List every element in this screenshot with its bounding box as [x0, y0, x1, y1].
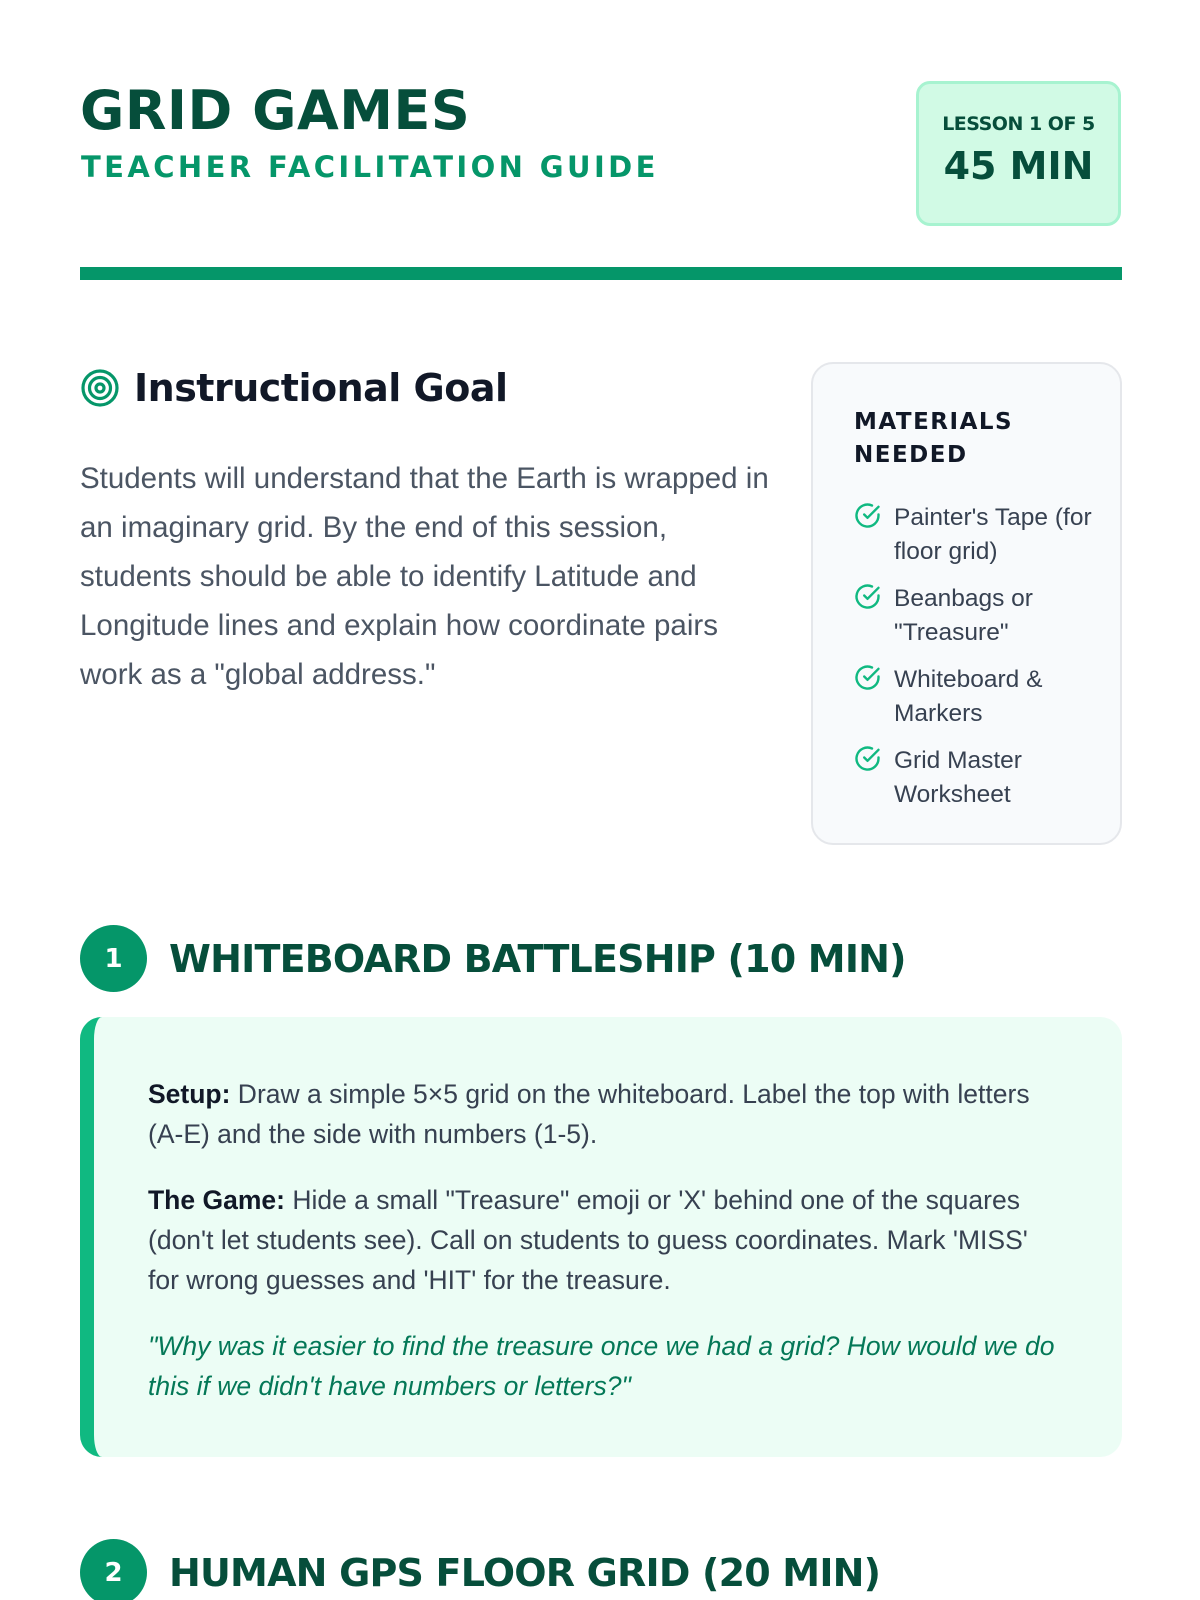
discussion-prompt: "Why was it easier to find the treasure once we had a grid? How would we do this if we didn't have numbers or letters?" — [148, 1331, 1055, 1401]
setup-label: Setup: — [148, 1079, 231, 1109]
material-item — [854, 582, 1100, 650]
goal-heading — [80, 362, 508, 414]
check-circle-icon — [854, 664, 881, 691]
section-number-badge: 2 — [80, 1539, 147, 1600]
header-divider — [80, 267, 1122, 280]
page-subtitle: TEACHER FACILITATION GUIDE — [81, 150, 659, 184]
page-title: GRID GAMES — [80, 79, 471, 142]
section-number-badge: 1 — [80, 925, 147, 992]
lesson-badge — [916, 81, 1121, 226]
setup-paragraph — [148, 1074, 1062, 1154]
material-item — [854, 501, 1100, 569]
material-label: Painter's Tape (for floor grid) — [894, 504, 1092, 565]
check-circle-icon — [854, 502, 881, 529]
materials-list — [854, 501, 1100, 812]
material-item — [854, 744, 1100, 812]
goal-description: Students will understand that the Earth is wrapped in an imaginary grid. By the end of this session, students should be able to identify Latitude and Longitude lines and explain how coordinate pairs work as a "global address." — [80, 462, 769, 691]
material-label: Beanbags or "Treasure" — [894, 585, 1033, 646]
game-text: Hide a small "Treasure" emoji or 'X' behind one of the squares (don't let students see). Call on students to guess coordinates. Mark 'MISS' for wrong guesses and 'HIT' for the treasure. — [148, 1185, 1028, 1295]
target-icon — [80, 368, 120, 408]
section-1-heading — [80, 925, 906, 992]
material-item — [854, 663, 1100, 731]
game-paragraph — [148, 1180, 1062, 1300]
section-2-heading — [80, 1539, 880, 1600]
materials-panel — [811, 362, 1122, 845]
section-title: HUMAN GPS FLOOR GRID (20 MIN) — [169, 1550, 881, 1595]
activity-card — [80, 1017, 1122, 1457]
materials-title: MATERIALS NEEDED — [854, 409, 1014, 468]
check-circle-icon — [854, 583, 881, 610]
material-label: Whiteboard & Markers — [894, 666, 1043, 727]
goal-title: Instructional Goal — [134, 366, 508, 410]
section-title: WHITEBOARD BATTLESHIP (10 MIN) — [169, 936, 906, 981]
lesson-duration: 45 MIN — [943, 144, 1094, 188]
material-label: Grid Master Worksheet — [894, 747, 1022, 808]
game-label: The Game: — [148, 1185, 285, 1215]
setup-text: Draw a simple 5×5 grid on the whiteboard. Label the top with letters (A-E) and the side with numbers (1-5). — [148, 1079, 1030, 1149]
lesson-number: LESSON 1 OF 5 — [942, 113, 1095, 135]
check-circle-icon — [854, 745, 881, 772]
